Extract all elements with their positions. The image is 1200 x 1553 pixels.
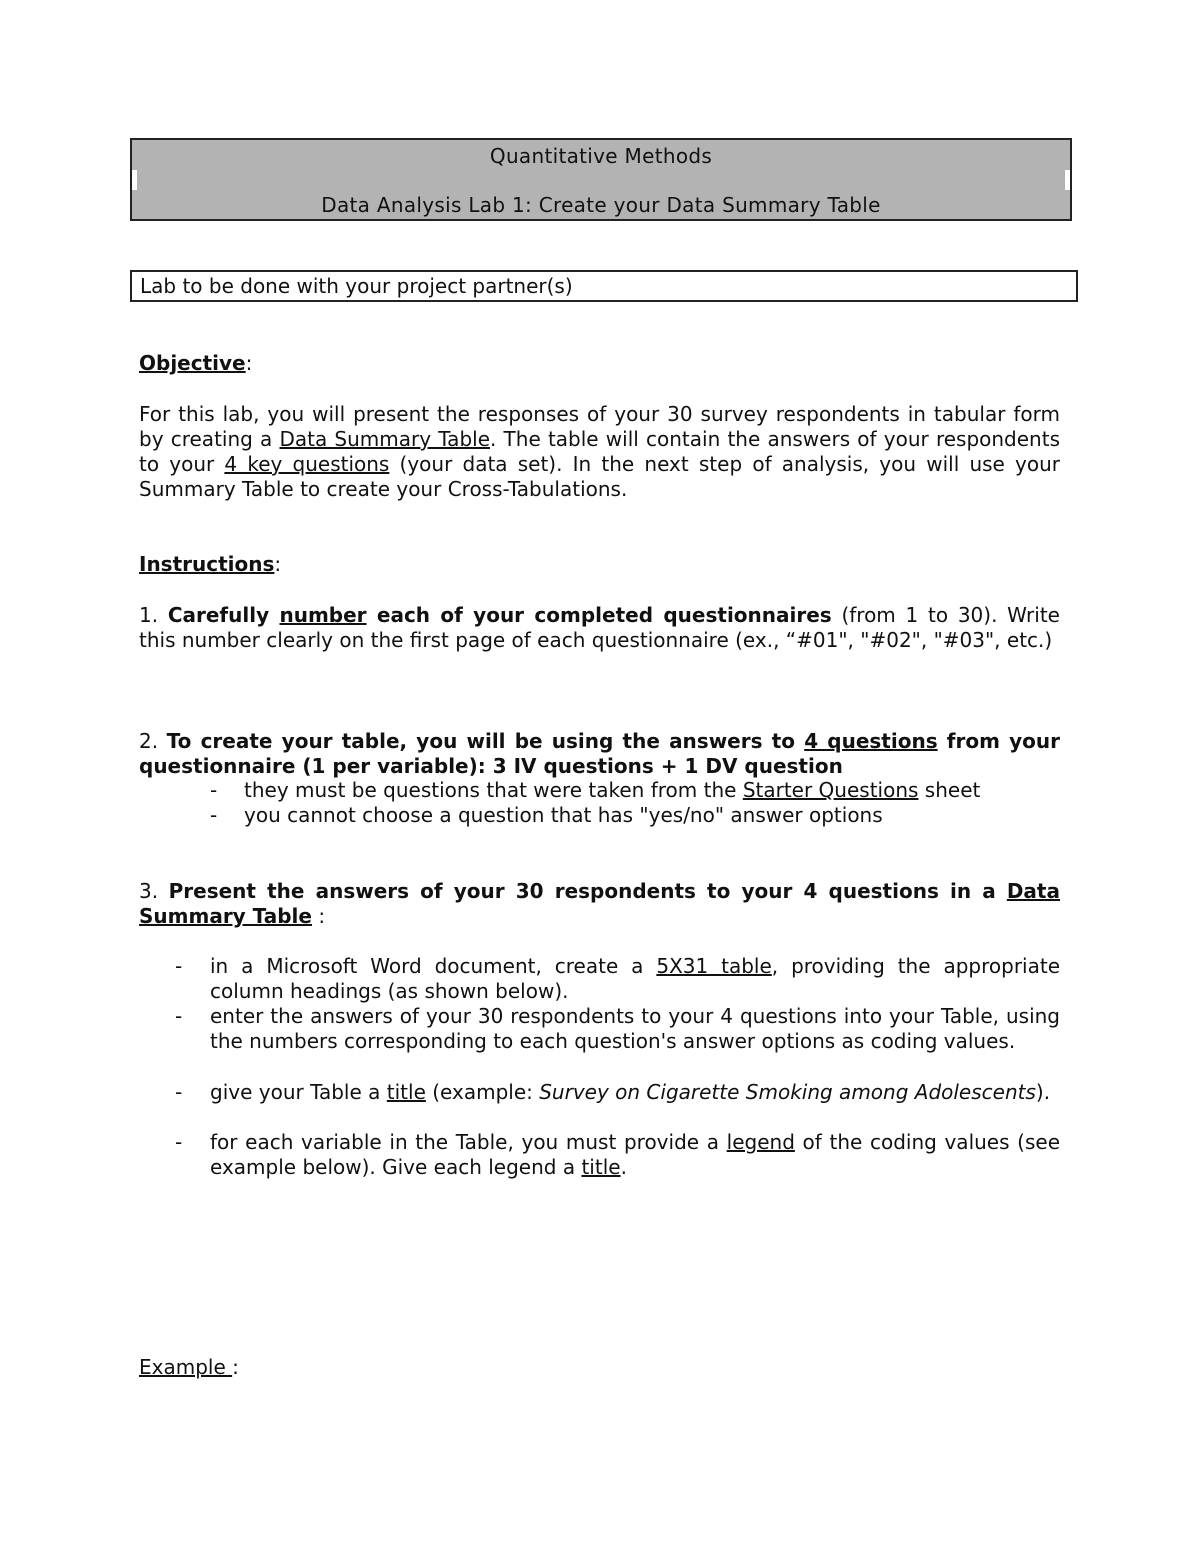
step-2: 2. To create your table, you will be using the answers to 4 questions from your questionnaire (1 per variable): 3 IV questions + 1 DV question xyxy=(139,729,1060,778)
legend-ref: legend xyxy=(726,1130,795,1154)
banner-edge-mark xyxy=(1065,170,1070,190)
lab-title: Data Analysis Lab 1: Create your Data Summary Table xyxy=(321,193,881,217)
data-summary-table-ref: Data Summary Table xyxy=(279,427,490,451)
table-size-ref: 5X31 table xyxy=(656,954,772,978)
objective-heading: Objective: xyxy=(139,351,253,375)
partner-note-box: Lab to be done with your project partner(s) xyxy=(130,270,1078,302)
document-page: Quantitative Methods Data Analysis Lab 1: Create your Data Summary Table Lab to be done with your project partner(s) Objective: For this lab, you will present the responses of your 30 survey respondents in tabular form by creating a Data Summary Table. The table will contain the answers of your respondents to your 4 key questions (your data set). In the next step of analysis, you will use your Summary Table to create your Cross-Tabulations. Instructions: 1. Carefully number each of your completed questionnaires (from 1 to 30). Write this number clearly on the first page of each questionnaire (ex., “#01", "#02", "#03", etc.) 2. To create your table, you will be using the answers to 4 questions from your questionnaire (1 per variable): 3 IV questions + 1 DV question - they must be questions that were taken from the Starter Questions sheet - you cannot choose a question that has "yes/no" answer options 3. Present the answers of your 30 respondents to your 4 questions in a Data Summary Table : - in a Microsoft Word document, create a 5X31 table, providing the appropriate column headings (as shown below). - enter the answers of your 30 respondents to your 4 questions into your Table, using the numbers corresponding to each question's answer options as coding values. - give your Table a title (example: Survey on Cigarette Smoking among Adolescents). - for each variable in the Table, you must provide a legend of the coding values (see example below). Give each legend a title. Example : xyxy=(0,0,1200,1553)
starter-questions-ref: Starter Questions xyxy=(742,778,919,802)
title-ref: title xyxy=(386,1080,426,1104)
key-questions-ref: 4 key questions xyxy=(224,452,390,476)
instructions-heading: Instructions: xyxy=(139,552,282,576)
step-3: 3. Present the answers of your 30 respondents to your 4 questions in a Data Summary Table : xyxy=(139,879,1060,928)
objective-paragraph: For this lab, you will present the responses of your 30 survey respondents in tabular form by creating a Data Summary Table. The table will contain the answers of your respondents to your 4 key questions (your data set). In the next step of analysis, you will use your Summary Table to create your Cross-Tabulations. xyxy=(139,402,1061,501)
title-banner xyxy=(130,138,1072,221)
banner-edge-mark xyxy=(132,170,137,190)
course-title: Quantitative Methods xyxy=(489,144,713,168)
step-1: 1. Carefully number each of your completed questionnaires (from 1 to 30). Write this number clearly on the first page of each questionnaire (ex., “#01", "#02", "#03", etc.) xyxy=(139,603,1060,652)
example-heading: Example : xyxy=(139,1355,239,1379)
legend-title-ref: title xyxy=(581,1155,621,1179)
